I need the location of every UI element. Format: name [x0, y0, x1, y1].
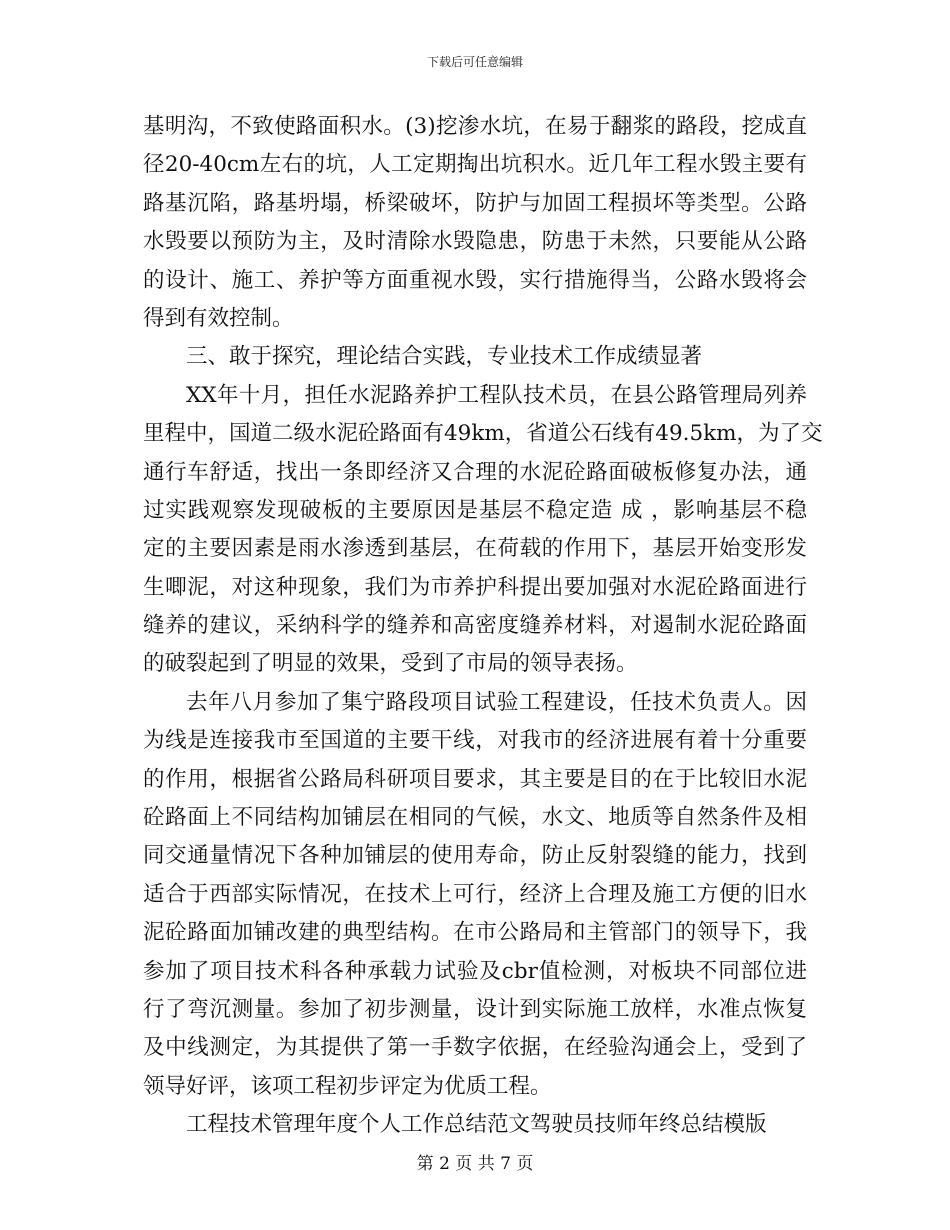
text-line: 水毁要以预防为主，及时清除水毁隐患，防患于未然，只要能从公路 — [143, 229, 807, 255]
text-line: 三、敢于探究，理论结合实践，专业技术工作成绩显著 — [186, 344, 703, 370]
page-header: 下载后可任意编辑 — [426, 55, 523, 69]
text-line: 得到有效控制。 — [143, 305, 294, 331]
text-line: 路基沉陷，路基坍塌，桥梁破坏，防护与加固工程损坏等类型。公路 — [143, 190, 807, 216]
text-line: 参加了项目技术科各种承载力试验及cbr值检测，对板块不同部位进 — [143, 958, 807, 984]
page-number-footer: 第 2 页 共 7 页 — [416, 1154, 534, 1174]
text-line: 过实践观察发现破板的主要原因是基层不稳定造 成 ，影响基层不稳 — [143, 497, 807, 523]
text-line: 行了弯沉测量。参加了初步测量，设计到实际施工放样，水准点恢复 — [143, 996, 807, 1022]
text-line: 定的主要因素是雨水渗透到基层，在荷载的作用下，基层开始变形发 — [143, 536, 807, 562]
text-line: 去年八月参加了集宁路段项目试验工程建设，任技术负责人。因 — [186, 689, 807, 715]
document-body — [143, 108, 823, 1145]
text-line: 为线是连接我市至国道的主要干线，对我市的经济进展有着十分重要 — [143, 728, 807, 754]
text-line: 工程技术管理年度个人工作总结范文驾驶员技师年终总结模版 — [186, 1112, 767, 1138]
text-line: 通行车舒适，找出一条即经济又合理的水泥砼路面破板修复办法，通 — [143, 459, 807, 485]
text-line: 里程中，国道二级水泥砼路面有49km，省道公石线有49.5km，为了交 — [143, 421, 823, 447]
text-line: 的破裂起到了明显的效果，受到了市局的领导表扬。 — [143, 651, 638, 677]
text-line: 的作用，根据省公路局科研项目要求，其主要是目的在于比较旧水泥 — [143, 766, 807, 792]
text-line: 及中线测定，为其提供了第一手数字依据，在经验沟通会上，受到了 — [143, 1035, 807, 1061]
text-line: XX年十月，担任水泥路养护工程队技术员，在县公路管理局列养 — [186, 382, 807, 408]
text-line: 基明沟，不致使路面积水。(3)挖渗水坑，在易于翻浆的路段，挖成直 — [143, 114, 807, 139]
text-line: 适合于西部实际情况，在技术上可行，经济上合理及施工方便的旧水 — [143, 881, 807, 907]
text-line: 生唧泥，对这种现象，我们为市养护科提出要加强对水泥砼路面进行 — [143, 574, 807, 600]
text-line: 缝养的建议，采纳科学的缝养和高密度缝养材料，对遏制水泥砼路面 — [143, 613, 807, 639]
text-line: 泥砼路面加铺改建的典型结构。在市公路局和主管部门的领导下，我 — [143, 920, 807, 946]
text-line: 同交通量情况下各种加铺层的使用寿命，防止反射裂缝的能力，找到 — [143, 843, 807, 869]
text-line: 的设计、施工、养护等方面重视水毁，实行措施得当，公路水毁将会 — [143, 267, 807, 293]
text-line: 领导好评，该项工程初步评定为优质工程。 — [143, 1073, 552, 1099]
text-line: 径20-40cm左右的坑，人工定期掏出坑积水。近几年工程水毁主要有 — [143, 152, 807, 178]
text-line: 砼路面上不同结构加铺层在相同的气候，水文、地质等自然条件及相 — [143, 805, 807, 831]
